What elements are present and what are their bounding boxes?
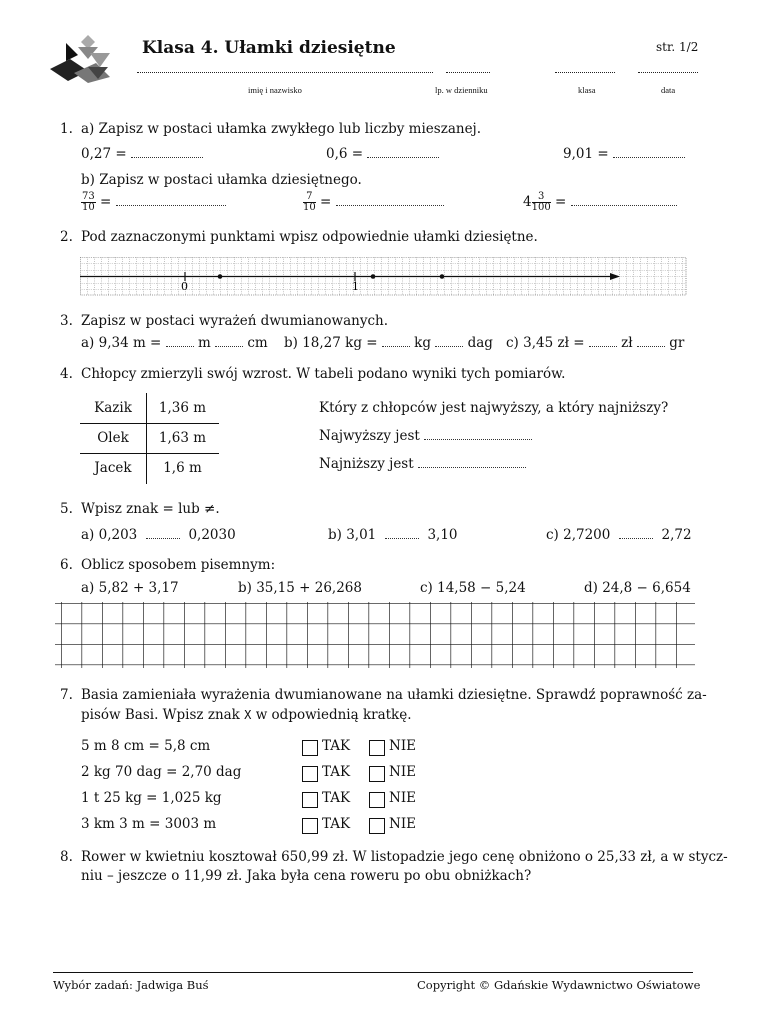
height-table: [80, 393, 219, 484]
tak-checkbox[interactable]: [302, 740, 318, 756]
answer-blank[interactable]: [571, 195, 677, 206]
q7-row-3: 1 t 25 kg = 1,025 kg: [81, 790, 222, 806]
number-line[interactable]: [446, 72, 490, 73]
answer-blank[interactable]: [418, 457, 526, 468]
answer-blank[interactable]: [424, 429, 532, 440]
answer-blank[interactable]: [166, 336, 194, 347]
answer-blank[interactable]: [589, 336, 617, 347]
q1-a-text: a) Zapisz w postaci ułamka zwykłego lub liczby mieszanej.: [81, 121, 482, 137]
q6-item-c: c) 14,58 − 5,24: [420, 580, 526, 596]
date-label: data: [661, 85, 676, 95]
q6-item-a: a) 5,82 + 3,17: [81, 580, 179, 596]
class-line[interactable]: [555, 72, 615, 73]
q8-number: 8.: [60, 849, 73, 865]
answer-blank[interactable]: [131, 147, 203, 158]
nie-label: NIE: [389, 816, 416, 832]
q1-b-item-1: $\frac{73}{10}$ =: [81, 192, 226, 213]
q7-row-1: 5 m 8 cm = 5,8 cm: [81, 738, 211, 754]
q3-number: 3.: [60, 313, 73, 329]
q1-number: 1.: [60, 121, 73, 137]
tak-checkbox[interactable]: [302, 818, 318, 834]
q7-number: 7.: [60, 687, 73, 703]
axis-label-1: 1: [352, 280, 359, 293]
answer-blank[interactable]: [613, 147, 685, 158]
q4-text: Chłopcy zmierzyli swój wzrost. W tabeli podano wyniki tych pomiarów.: [81, 366, 566, 382]
nie-label: NIE: [389, 790, 416, 806]
q8-line1: Rower w kwietniu kosztował 650,99 zł. W listopadzie jego cenę obniżono o 25,33 zł, a w stycz-: [81, 849, 728, 865]
q5-item-b: b) 3,01 3,10: [328, 527, 458, 543]
q1-a-expr: 9,01 =: [563, 146, 609, 162]
q4-highest: Najwyższy jest: [319, 428, 532, 444]
q1-a-item-2: [326, 146, 439, 162]
q7-line1: Basia zamieniała wyrażenia dwumianowane na ułamki dziesiętne. Sprawdź poprawność za-: [81, 687, 707, 703]
date-line[interactable]: [638, 72, 698, 73]
answer-blank[interactable]: [637, 336, 665, 347]
answer-blank[interactable]: [367, 147, 439, 158]
answer-blank[interactable]: [215, 336, 243, 347]
footer-author: Wybór zadań: Jadwiga Buś: [53, 978, 209, 992]
axis-label-0: 0: [181, 280, 188, 293]
number-line-grid[interactable]: [80, 257, 688, 296]
q8-line2: niu – jeszcze o 11,99 zł. Jaka była cena roweru po obu obniżkach?: [81, 868, 532, 884]
q4-number: 4.: [60, 366, 73, 382]
nie-checkbox[interactable]: [369, 792, 385, 808]
number-label: lp. w dzienniku: [435, 85, 488, 95]
q3-item-b: b) 18,27 kg = kg dag: [284, 335, 493, 351]
table-cell: 1,6 m: [163, 460, 202, 476]
q7-row-4: 3 km 3 m = 3003 m: [81, 816, 217, 832]
q1-b-item-3: 4 $\frac{3}{100}$ =: [523, 192, 677, 213]
fraction: $\frac{73}{10}$: [82, 191, 95, 213]
nie-label: NIE: [389, 764, 416, 780]
q4-lowest: Najniższy jest: [319, 456, 526, 472]
table-cell: Kazik: [94, 400, 132, 416]
q6-item-d: d) 24,8 − 6,654: [584, 580, 691, 596]
q1-a-expr: 0,6 =: [326, 146, 364, 162]
q1-a-item-3: [563, 146, 685, 162]
table-cell: Olek: [97, 430, 129, 446]
q6-text: Oblicz sposobem pisemnym:: [81, 557, 276, 573]
class-label: klasa: [578, 85, 596, 95]
q3-item-a: a) 9,34 m = m cm: [81, 335, 268, 351]
tak-label: TAK: [322, 816, 351, 832]
tak-checkbox[interactable]: [302, 792, 318, 808]
answer-blank[interactable]: [385, 528, 419, 539]
tak-label: TAK: [322, 738, 351, 754]
answer-blank[interactable]: [619, 528, 653, 539]
name-label: imię i nazwisko: [248, 85, 302, 95]
q2-text: Pod zaznaczonymi punktami wpisz odpowiednie ułamki dziesiętne.: [81, 229, 538, 245]
q5-text: Wpisz znak = lub ≠.: [81, 501, 220, 517]
q1-b-item-2: $\frac{7}{10}$ =: [303, 192, 444, 213]
q7-line2: pisów Basi. Wpisz znak X w odpowiednią kratkę.: [81, 707, 412, 723]
calculation-grid[interactable]: [55, 602, 695, 670]
fraction: $\frac{7}{10}$: [303, 191, 316, 213]
tangram-logo: [48, 33, 114, 88]
table-cell: 1,36 m: [158, 400, 207, 416]
q4-question: Który z chłopców jest najwyższy, a który najniższy?: [319, 400, 669, 416]
tak-checkbox[interactable]: [302, 766, 318, 782]
answer-blank[interactable]: [146, 528, 180, 539]
q5-item-a: a) 0,203 0,2030: [81, 527, 236, 543]
table-cell: Jacek: [94, 460, 132, 476]
q5-item-c: c) 2,7200 2,72: [546, 527, 692, 543]
answer-blank[interactable]: [336, 195, 444, 206]
q6-item-b: b) 35,15 + 26,268: [238, 580, 362, 596]
q3-text: Zapisz w postaci wyrażeń dwumianowanych.: [81, 313, 389, 329]
q2-number: 2.: [60, 229, 73, 245]
answer-blank[interactable]: [116, 195, 226, 206]
tak-label: TAK: [322, 790, 351, 806]
tak-label: TAK: [322, 764, 351, 780]
name-line[interactable]: [137, 72, 433, 73]
q5-number: 5.: [60, 501, 73, 517]
nie-checkbox[interactable]: [369, 818, 385, 834]
footer-copyright: Copyright © Gdańskie Wydawnictwo Oświatowe: [417, 978, 701, 992]
answer-blank[interactable]: [382, 336, 410, 347]
page-number: str. 1/2: [656, 40, 699, 54]
q3-item-c: c) 3,45 zł = zł gr: [506, 335, 685, 351]
mark-symbol: X: [244, 708, 252, 722]
q1-a-item-1: [81, 146, 203, 162]
table-cell: 1,63 m: [158, 430, 207, 446]
nie-checkbox[interactable]: [369, 766, 385, 782]
answer-blank[interactable]: [435, 336, 463, 347]
nie-label: NIE: [389, 738, 416, 754]
q6-number: 6.: [60, 557, 73, 573]
fraction: $\frac{3}{100}$: [531, 191, 551, 213]
page-title: Klasa 4. Ułamki dziesiętne: [142, 38, 396, 58]
q1-a-expr: 0,27 =: [81, 146, 127, 162]
q1-b-text: b) Zapisz w postaci ułamka dziesiętnego.: [81, 172, 362, 188]
nie-checkbox[interactable]: [369, 740, 385, 756]
q7-row-2: 2 kg 70 dag = 2,70 dag: [81, 764, 242, 780]
footer-divider: [53, 972, 693, 973]
